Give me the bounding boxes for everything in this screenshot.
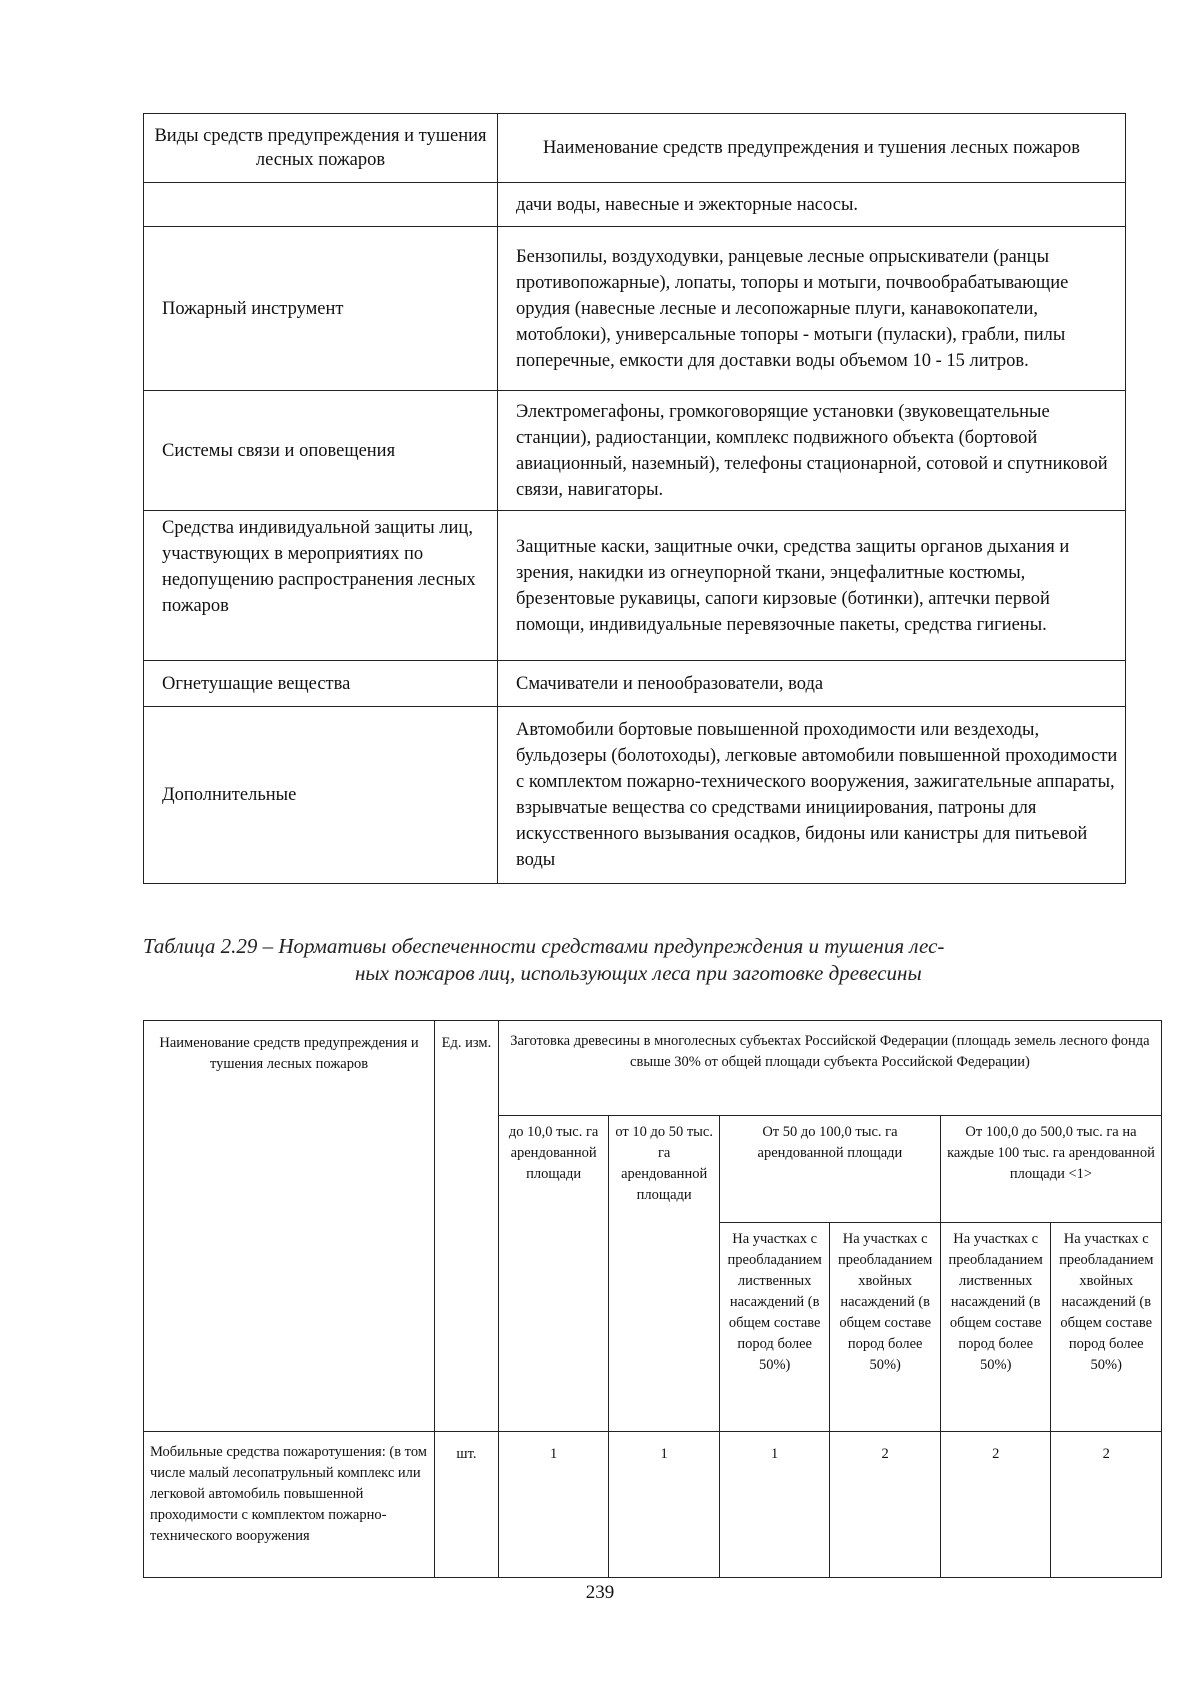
header-sub-leaf: На участках с преобладанием лиственных насаждений (в общем составе пород более 50%)	[719, 1223, 830, 1432]
row-value: 2	[1051, 1432, 1162, 1578]
table-row	[144, 183, 1126, 227]
header-col-a: до 10,0 тыс. га арендованной площади	[498, 1116, 609, 1432]
row-items: Электромегафоны, громкоговорящие установки (звуковещательные станции), радиостанции, комплекс подвижного объекта (бортовой авиационный, наземный), телефоны стационарной, сотовой и спутниковой связи, навигаторы.	[498, 391, 1126, 511]
row-value: 2	[830, 1432, 941, 1578]
header-group: Заготовка древесины в многолесных субъектах Российской Федерации (площадь земель лесного фонда свыше 30% от общей площади субъекта Российской Федерации)	[498, 1021, 1161, 1116]
table-row	[144, 1432, 1162, 1578]
table-row	[144, 391, 1126, 511]
table-caption	[143, 933, 1103, 987]
row-kind	[144, 183, 498, 227]
norms-table	[143, 1020, 1162, 1578]
row-kind: Дополнительные	[144, 707, 498, 884]
row-kind: Огнетушащие вещества	[144, 661, 498, 707]
table-row	[144, 227, 1126, 391]
page-number: 239	[585, 1582, 615, 1603]
header-col-b: от 10 до 50 тыс. га арендованной площади	[609, 1116, 720, 1432]
row-kind: Системы связи и оповещения	[144, 391, 498, 511]
header-sub-conif: На участках с преобладанием хвойных насаждений (в общем составе пород более 50%)	[830, 1223, 941, 1432]
row-value: 1	[719, 1432, 830, 1578]
row-items: Автомобили бортовые повышенной проходимости или вездеходы, бульдозеры (болотоходы), легковые автомобили повышенной проходимости с комплектом пожарно-технического вооружения, зажигательные аппараты, взрывчатые вещества со средствами инициирования, патроны для искусственного вызывания осадков, бидоны или канистры для питьевой воды	[498, 707, 1126, 884]
row-name: Мобильные средства пожаротушения: (в том числе малый лесопатрульный комплекс или легковой автомобиль повышенной проходимости с комплектом пожарно-технического вооружения	[144, 1432, 435, 1578]
caption-line-1: Таблица 2.29 – Нормативы обеспеченности средствами предупреждения и тушения лес-	[143, 934, 945, 958]
row-kind: Средства индивидуальной защиты лиц, участвующих в мероприятиях по недопущению распространения лесных пожаров	[144, 511, 498, 661]
row-items: Бензопилы, воздуходувки, ранцевые лесные опрыскиватели (ранцы противопожарные), лопаты, топоры и мотыги, почвообрабатывающие орудия (навесные лесные и лесопожарные плуги, канавокопатели, мотоблоки), универсальные топоры - мотыги (пуласки), грабли, пилы поперечные, емкости для доставки воды объемом 10 - 15 литров.	[498, 227, 1126, 391]
row-items: Защитные каски, защитные очки, средства защиты органов дыхания и зрения, накидки из огнеупорной ткани, энцефалитные костюмы, брезентовые рукавицы, сапоги кирзовые (ботинки), аптечки первой помощи, индивидуальные перевязочные пакеты, средства гигиены.	[498, 511, 1126, 661]
row-items: дачи воды, навесные и эжекторные насосы.	[498, 183, 1126, 227]
column-header-names: Наименование средств предупреждения и тушения лесных пожаров	[498, 114, 1126, 183]
row-items: Смачиватели и пенообразователи, вода	[498, 661, 1126, 707]
caption-line-2: ных пожаров лиц, использующих леса при заготовке древесины	[355, 961, 922, 985]
row-kind: Пожарный инструмент	[144, 227, 498, 391]
row-unit: шт.	[435, 1432, 499, 1578]
header-unit: Ед. изм.	[435, 1021, 499, 1432]
row-value: 1	[609, 1432, 720, 1578]
table-header-row	[144, 114, 1126, 183]
table-row	[144, 707, 1126, 884]
table-row	[144, 661, 1126, 707]
table-header-row	[144, 1021, 1162, 1116]
header-sub-conif: На участках с преобладанием хвойных насаждений (в общем составе пород более 50%)	[1051, 1223, 1162, 1432]
header-name: Наименование средств предупреждения и тушения лесных пожаров	[144, 1021, 435, 1432]
table-row	[144, 511, 1126, 661]
header-col-d: От 100,0 до 500,0 тыс. га на каждые 100 тыс. га арендованной площади <1>	[940, 1116, 1161, 1223]
column-header-kinds: Виды средств предупреждения и тушения лесных пожаров	[144, 114, 498, 183]
row-value: 2	[940, 1432, 1051, 1578]
fire-equipment-table	[143, 113, 1126, 884]
row-value: 1	[498, 1432, 609, 1578]
header-col-c: От 50 до 100,0 тыс. га арендованной площади	[719, 1116, 940, 1223]
header-sub-leaf: На участках с преобладанием лиственных насаждений (в общем составе пород более 50%)	[940, 1223, 1051, 1432]
